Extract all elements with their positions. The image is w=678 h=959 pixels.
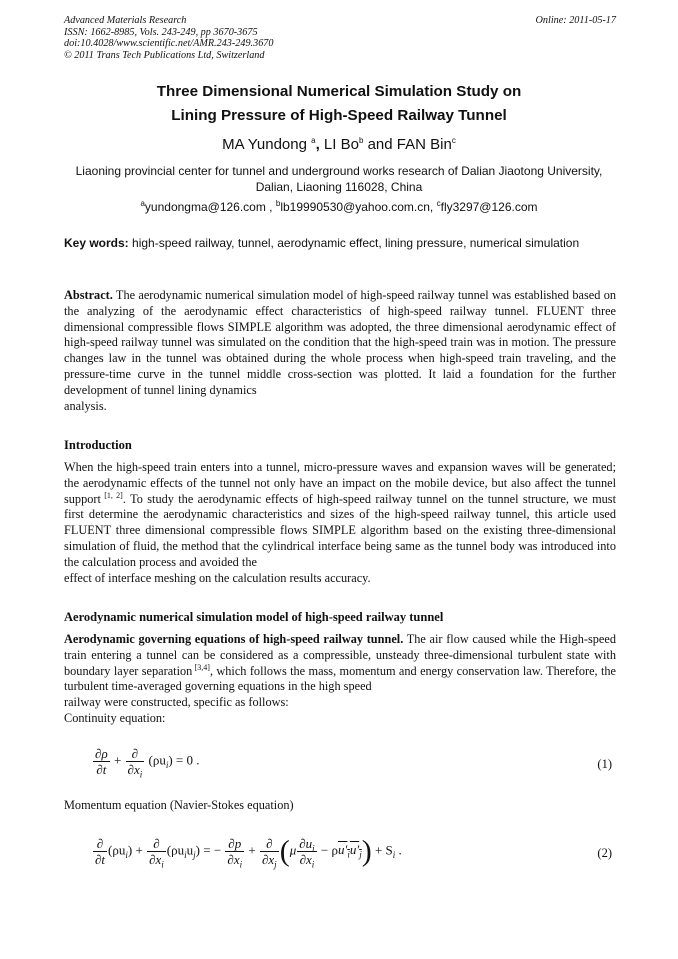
journal-copyright: © 2011 Trans Tech Publications Ltd, Switzerland [64, 49, 265, 61]
email-b[interactable]: lb19990530@yahoo.com.cn, [280, 200, 434, 214]
section-text-2: , which follows the mass, momentum and energy conservation law. Therefore, the turbulent time-averaged governing equations in the high speed [64, 663, 617, 694]
eq2-rho-u: (ρu [108, 842, 126, 858]
intro-text-1: When the high-speed train enters into a tunnel, micro-pressure waves and expansion waves will be generated; the aerodynamic effects of the tunnel not only have an impact on the mobile device, but also affect the tunnel support [64, 460, 616, 506]
eq2-rho-uu: (ρu [166, 842, 185, 858]
author-emails [40, 200, 638, 214]
eq2-partial: ∂ [93, 836, 107, 852]
eq2-equals: ) = − [195, 842, 222, 858]
keywords-label: Key words: [64, 236, 129, 250]
abstract-body: The aerodynamic numerical simulation model of high-speed railway tunnel was established based on the analyzing of the aerodynamic effect characteristics of high-speed railway tunnel. FLUENT three dimensional compressible flows SIMPLE algorithm was adopted, the three dimensional aerodynamic effect of high-speed railway tunnel was simulated on the condition that the high-speed train was in motion. The pressure changes law in the tunnel was obtained during the whole process when high-speed train traveling, and the pressure-time curve in the tunnel middle cross-section was plotted. It laid a foundation for the further development of tunnel lining dynamics [64, 288, 616, 397]
eq1-dt: ∂t [96, 762, 107, 777]
eq2-sub-j-2: j [274, 859, 277, 870]
eq2-frac-d-dt [93, 836, 107, 867]
email-c[interactable]: fly3297@126.com [440, 200, 538, 214]
frac-d-dxi [126, 746, 145, 780]
eq1-dx: ∂x [127, 762, 140, 777]
eq2-source: + S [374, 842, 393, 858]
eq2-minus-rho: − ρ [320, 842, 338, 858]
eq2-du: ∂u [299, 836, 313, 851]
keywords [64, 236, 618, 250]
author-2: LI Bo [319, 136, 359, 153]
affiliation-line-1: Liaoning provincial center for tunnel and underground works research of Dalian Jiaotong University, [75, 164, 603, 178]
eq2-period: . [398, 842, 402, 858]
section-last-line: railway were constructed, specific as follows: [64, 695, 289, 710]
introduction-heading: Introduction [64, 438, 132, 452]
frac-drho-dt [93, 746, 110, 777]
section-heading-model: Aerodynamic numerical simulation model of high-speed railway tunnel [64, 610, 444, 624]
journal-name: Advanced Materials Research [64, 15, 187, 26]
online-date: Online: 2011-05-17 [535, 15, 616, 26]
eq2-dt: ∂t [95, 852, 106, 867]
eq1-rho-u: (ρu [148, 752, 166, 768]
eq2-partial-3: ∂ [260, 836, 279, 852]
citation-1-2[interactable]: [1, 2] [100, 490, 123, 500]
eq2-plus: + [135, 842, 143, 858]
eq1-partial-2: ∂ [126, 746, 145, 762]
email-separator: , [265, 200, 276, 214]
journal-issn: ISSN: 1662-8985, Vols. 243-249, pp 3670-3675 [64, 26, 258, 38]
eq2-frac-dp-dxi [225, 836, 244, 870]
paper-title-line-1: Three Dimensional Numerical Simulation Study on [156, 83, 522, 100]
eq1-sub-i-2: i [165, 760, 169, 771]
keywords-text: high-speed railway, tunnel, aerodynamic effect, lining pressure, numerical simulation [128, 236, 580, 250]
author-1-marker: a [311, 136, 316, 145]
continuity-label: Continuity equation: [64, 710, 166, 725]
email-c-marker: c [436, 199, 441, 208]
affiliation [62, 164, 616, 195]
author-list [40, 136, 638, 153]
section-text-1: The air flow caused while the High-speed train entering a tunnel can be considered as a compressible, unsteady three-dimensional turbulent state with boundary layer separation [64, 632, 616, 678]
eq1-sub-i: i [139, 769, 143, 780]
eq2-dx-4: ∂x [299, 852, 312, 867]
equation-number-1: (1) [597, 757, 612, 771]
equation-number-2: (2) [597, 846, 612, 860]
eq2-mu: μ [289, 842, 297, 858]
paper-title-line-2: Lining Pressure of High-Speed Railway Tunnel [171, 107, 507, 124]
eq2-frac-d-dxj [260, 836, 279, 870]
eq2-dx-3: ∂x [261, 852, 275, 867]
author-1: MA Yundong [222, 136, 307, 153]
eq2-sub-i-7: i [347, 850, 350, 861]
affiliation-line-2: Dalian, Liaoning 116028, China [255, 179, 423, 194]
eq2-u-j: u [186, 842, 194, 858]
email-a-marker: a [140, 199, 145, 208]
abstract [64, 288, 616, 414]
momentum-label: Momentum equation (Navier-Stokes equation) [64, 798, 294, 812]
eq2-sub-i-6: i [311, 859, 315, 870]
intro-last-line: effect of interface meshing on the calculation results accuracy. [64, 570, 371, 585]
eq2-sub-j-3: j [359, 850, 362, 861]
author-separator: , [315, 136, 320, 153]
eq2-u-prime-j: u′ [349, 842, 360, 858]
eq2-sub-i-2: i [161, 859, 164, 870]
eq2-reynolds-stress [338, 842, 362, 861]
author-3-marker: c [451, 136, 456, 145]
eq2-frac-d-dxi [147, 836, 166, 870]
eq1-rho: ρ [101, 746, 108, 761]
momentum-equation: $\frac{\partial}{\partial t}$ $(\rho u_i)$ + $\frac{\partial}{\partial x_i}$ $(\rho u_iu_j)$ = − $\frac{\partial p}{\partial x_i}$ + $\frac{\partial}{\partial x_j}$ (μ $\frac{\partial u_i}{\partial x_i}$ − $\rho u'_iu'_j) + S_i$ . [95, 834, 402, 870]
eq1-rhs: ) = 0 [168, 752, 194, 768]
eq1-period: . [196, 752, 200, 768]
abstract-last-line: analysis. [64, 398, 107, 413]
citation-3-4[interactable]: [3,4] [192, 662, 210, 672]
journal-doi: doi:10.4028/www.scientific.net/AMR.243-249.3670 [64, 38, 274, 50]
eq2-sub-i: i [125, 850, 128, 861]
eq2-dp: ∂p [225, 836, 244, 852]
eq2-sub-i-8: i [392, 850, 396, 861]
eq2-sub-i-3: i [184, 850, 187, 861]
eq2-sub-i-5: i [312, 843, 315, 854]
abstract-label: Abstract. [64, 288, 113, 302]
introduction-body [64, 460, 616, 586]
author-3: FAN Bin [396, 136, 452, 153]
journal-header [64, 15, 273, 61]
section-model-body [64, 632, 616, 727]
eq2-dx: ∂x [149, 852, 162, 867]
author-and: and [363, 136, 397, 153]
eq2-sub-j: j [193, 850, 196, 861]
email-a[interactable]: yundongma@126.com [144, 200, 266, 214]
eq2-frac-du-dxi [297, 836, 316, 870]
eq2-sub-i-4: i [239, 859, 243, 870]
eq2-dx-2: ∂x [227, 852, 240, 867]
intro-text-2: . To study the aerodynamic effects of high-speed railway tunnel on the tunnel structure, we must first determine the aerodynamic characteristics and sizes of the high-speed railway tunnel, this article used FLUENT three dimensional compressible flows SIMPLE algorithm based on the existing three-dimensional simulation of fluid, the method that the cylindrical interface being same as the tunnel body was introduced into the calculation process and avoided the [64, 491, 617, 569]
continuity-equation: $\frac{\partial\rho}{\partial t}$ + $\frac{\partial}{\partial x_i}$ $(\rho u_i) = 0$ . [95, 746, 200, 780]
email-b-marker: b [275, 199, 281, 208]
eq1-partial: ∂ [95, 746, 102, 761]
eq2-u-prime-i: u′ [338, 842, 348, 858]
eq2-plus-2: + [248, 842, 256, 858]
author-2-marker: b [358, 136, 364, 145]
subsection-label: Aerodynamic governing equations of high-speed railway tunnel. [64, 632, 404, 646]
eq2-partial-2: ∂ [147, 836, 166, 852]
eq2-close: ) [127, 842, 133, 858]
